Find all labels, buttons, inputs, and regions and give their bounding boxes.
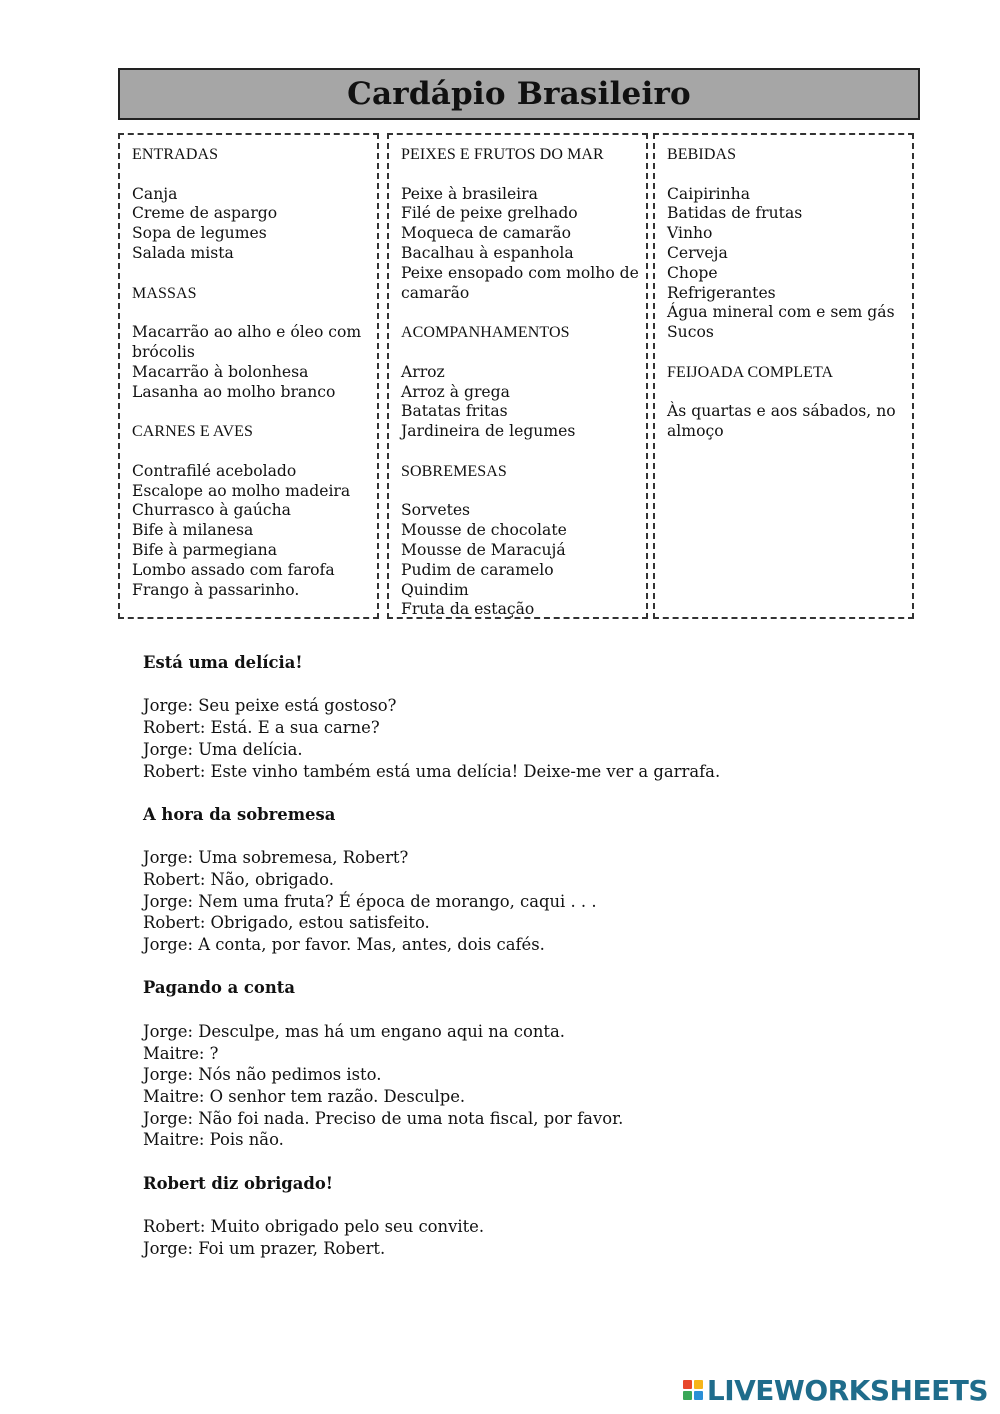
dialog-line: Jorge: Seu peixe está gostoso? — [143, 696, 397, 716]
menu-item: Bife à parmegiana — [132, 540, 278, 559]
menu-item: Bife à milanesa — [132, 521, 254, 540]
menu-item: Vinho — [667, 224, 713, 243]
menu-item: Às quartas e aos sábados, no almoço — [667, 402, 896, 441]
menu-section-title: BEBIDAS — [667, 146, 737, 163]
menu-section — [132, 145, 377, 264]
menu-item: Escalope ao molho madeira — [132, 481, 351, 500]
dialog-line: Jorge: Não foi nada. Preciso de uma nota fiscal, por favor. — [143, 1108, 624, 1128]
menu-section — [401, 145, 646, 303]
dialog-title: Pagando a conta — [143, 978, 295, 998]
menu-item: Jardineira de legumes — [401, 422, 576, 441]
menu-section-title: FEIJOADA COMPLETA — [667, 363, 834, 381]
menu-title-box — [118, 68, 920, 120]
menu-item: Caipirinha — [667, 184, 751, 203]
menu-item: Mousse de Maracujá — [401, 540, 566, 559]
dialog-line: Jorge: A conta, por favor. Mas, antes, dois cafés. — [143, 935, 545, 955]
dialog-line: Jorge: Nem uma fruta? É época de morango, caqui . . . — [143, 891, 597, 911]
menu-item: Sucos — [667, 323, 714, 342]
dialogs-section — [143, 652, 943, 1281]
page-title: Cardápio Brasileiro — [347, 76, 691, 112]
liveworksheets-brand — [683, 1374, 988, 1406]
menu-column-1 — [118, 133, 379, 619]
brand-text: LIVEWORKSHEETS — [706, 1373, 988, 1407]
dialog-line: Maitre: ? — [143, 1043, 219, 1063]
dialog-line: Robert: Obrigado, estou satisfeito. — [143, 913, 430, 933]
menu-section — [401, 462, 646, 620]
menu-item: Canja — [132, 184, 178, 203]
menu-section-title: PEIXES E FRUTOS DO MAR — [401, 146, 604, 163]
menu-section — [401, 323, 646, 442]
menu-item: Moqueca de camarão — [401, 224, 572, 243]
menu-item: Quindim — [401, 580, 469, 599]
dialog-line: Jorge: Desculpe, mas há um engano aqui na conta. — [143, 1021, 565, 1041]
dialog-line: Robert: Está. E a sua carne? — [143, 718, 380, 738]
menu-item: Batidas de frutas — [667, 204, 803, 223]
menu-column-3 — [653, 133, 914, 619]
dialog-line: Robert: Não, obrigado. — [143, 869, 334, 889]
menu-item: Macarrão ao alho e óleo com brócolis — [132, 323, 362, 361]
dialog-line: Jorge: Uma sobremesa, Robert? — [143, 848, 409, 868]
dialog-line: Robert: Este vinho também está uma delícia! Deixe-me ver a garrafa. — [143, 761, 721, 781]
menu-section-title: SOBREMESAS — [401, 462, 507, 480]
menu-column-2 — [387, 133, 648, 619]
menu-item: Peixe ensopado com molho de camarão — [401, 263, 639, 302]
dialog-line: Jorge: Uma delícia. — [143, 739, 303, 759]
menu-item: Arroz — [401, 362, 445, 381]
menu-item: Churrasco à gaúcha — [132, 501, 291, 520]
menu-item: Sorvetes — [401, 501, 471, 520]
menu-item: Macarrão à bolonhesa — [132, 362, 309, 381]
menu-item: Água mineral com e sem gás — [667, 303, 895, 322]
menu-item: Filé de peixe grelhado — [401, 204, 578, 223]
menu-section — [667, 363, 912, 442]
menu-item: Sopa de legumes — [132, 224, 267, 243]
dialog-block — [143, 1173, 943, 1260]
menu-section — [132, 284, 377, 403]
menu-item: Cerveja — [667, 243, 728, 262]
dialog-line: Maitre: Pois não. — [143, 1130, 284, 1150]
dialog-block — [143, 977, 943, 1151]
dialog-line: Jorge: Nós não pedimos isto. — [143, 1065, 382, 1085]
dialog-line: Robert: Muito obrigado pelo seu convite. — [143, 1217, 485, 1237]
menu-item: Batatas fritas — [401, 402, 508, 421]
menu-item: Refrigerantes — [667, 283, 776, 302]
dialog-block — [143, 804, 943, 956]
menu-item: Fruta da estação — [401, 600, 535, 619]
liveworksheets-logo-icon — [683, 1380, 703, 1400]
dialog-title: Robert diz obrigado! — [143, 1173, 333, 1193]
menu-section-title: MASSAS — [132, 284, 197, 302]
menu-item: Salada mista — [132, 243, 234, 262]
menu-item: Chope — [667, 263, 718, 282]
dialog-title: Está uma delícia! — [143, 653, 303, 672]
menu-item: Creme de aspargo — [132, 204, 278, 223]
menu-item: Contrafilé acebolado — [132, 461, 297, 480]
menu-item: Bacalhau à espanhola — [401, 243, 574, 262]
dialog-title: A hora da sobremesa — [143, 804, 336, 824]
menu-item: Lasanha ao molho branco — [132, 382, 336, 401]
menu-section — [132, 422, 377, 600]
menu-item: Pudim de caramelo — [401, 560, 554, 579]
menu-section-title: CARNES E AVES — [132, 423, 254, 441]
menu-section — [667, 145, 912, 343]
menu-item: Frango à passarinho. — [132, 580, 300, 599]
menu-section-title: ACOMPANHAMENTOS — [401, 324, 570, 342]
menu-item: Lombo assado com farofa — [132, 560, 335, 579]
dialog-line: Maitre: O senhor tem razão. Desculpe. — [143, 1086, 466, 1106]
menu-item: Arroz à grega — [401, 382, 510, 401]
dialog-block — [143, 652, 943, 782]
menu-item: Mousse de chocolate — [401, 521, 567, 540]
menu-item: Peixe à brasileira — [401, 184, 538, 203]
dialog-line: Jorge: Foi um prazer, Robert. — [143, 1238, 386, 1258]
menu-section-title: ENTRADAS — [132, 146, 219, 163]
